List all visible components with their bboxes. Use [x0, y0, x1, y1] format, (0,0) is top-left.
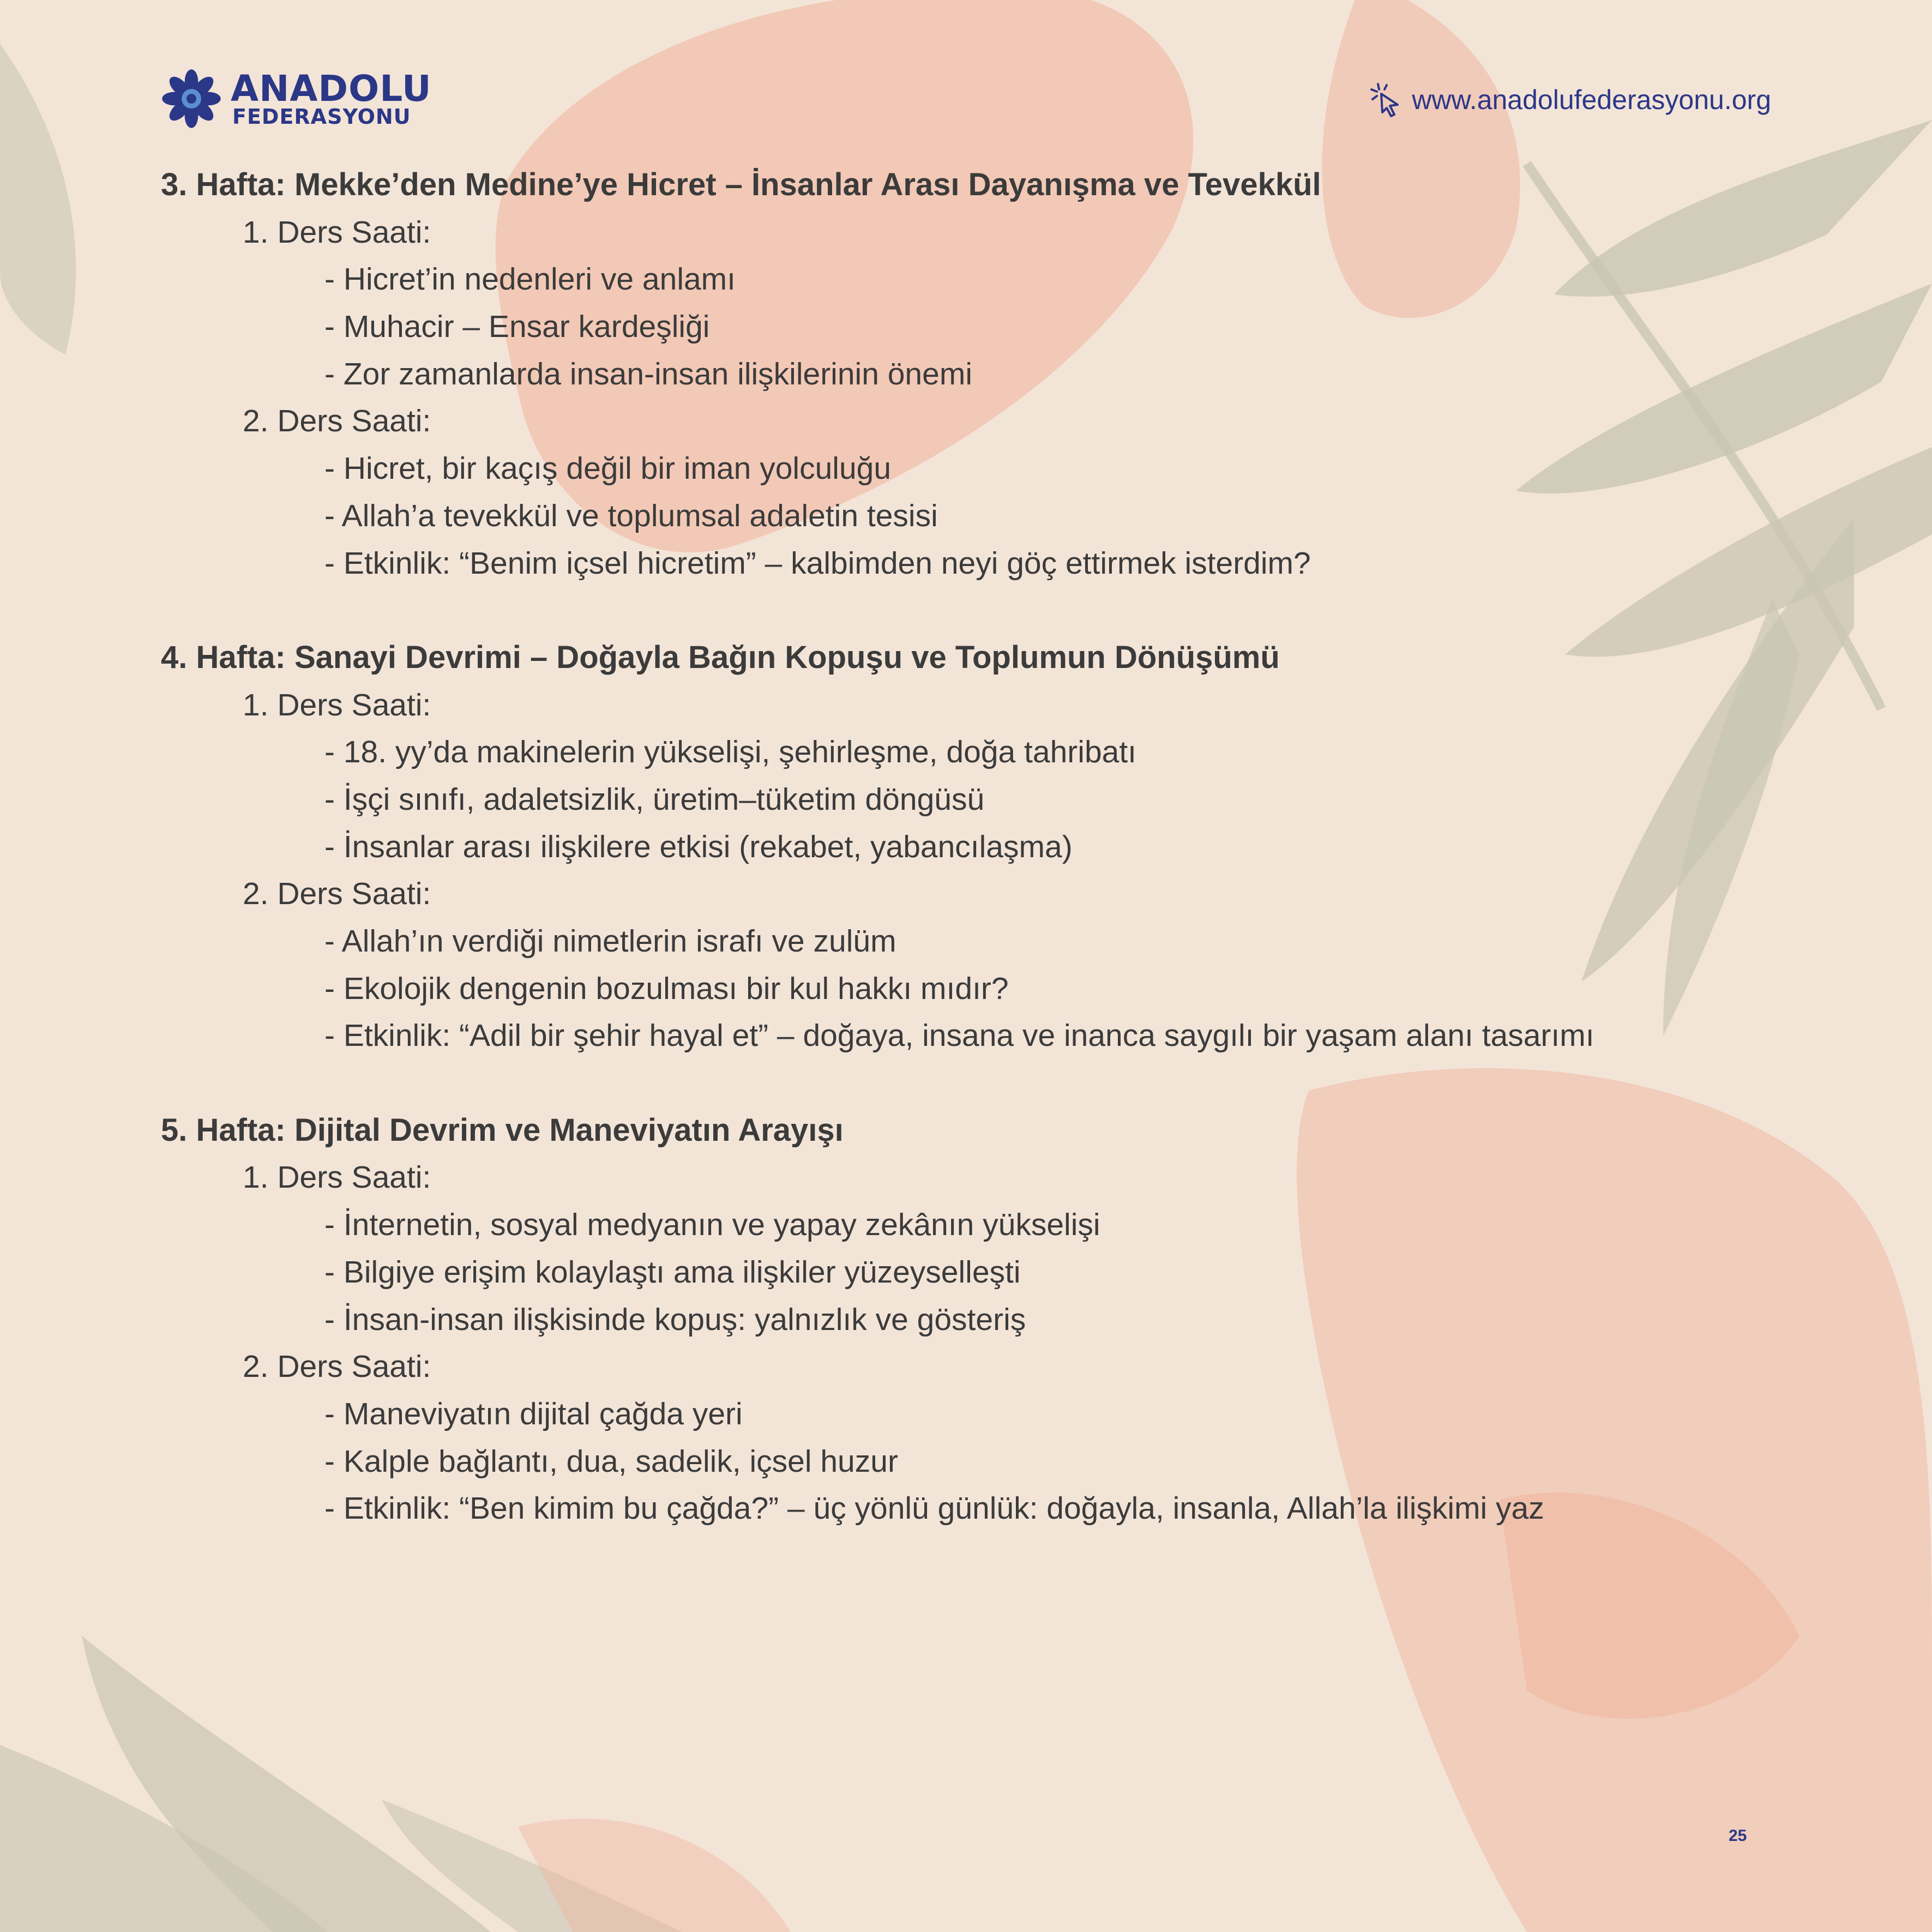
list-item: - Allah’a tevekkül ve toplumsal adaletin tesisi: [324, 498, 938, 533]
session-label: 1. Ders Saati:: [243, 1160, 431, 1195]
list-item: - Kalple bağlantı, dua, sadelik, içsel huzur: [324, 1443, 898, 1479]
list-item: - İnternetin, sosyal medyanın ve yapay zekânın yükselişi: [324, 1207, 1100, 1243]
session-label: 2. Ders Saati:: [243, 1349, 431, 1385]
session-label: 2. Ders Saati:: [243, 876, 431, 912]
list-item: - İnsan-insan ilişkisinde kopuş: yalnızlık ve gösteriş: [324, 1302, 1026, 1337]
flower-emblem-icon: [161, 68, 222, 129]
logo-title: ANADOLU: [231, 68, 432, 110]
list-item: - Ekolojik dengenin bozulması bir kul hakkı mıdır?: [324, 971, 1009, 1006]
list-item: - Maneviyatın dijital çağda yeri: [324, 1396, 743, 1431]
week-title: 3. Hafta: Mekke’den Medine’ye Hicret – İnsanlar Arası Dayanışma ve Tevekkül: [161, 167, 1321, 202]
week-title: 5. Hafta: Dijital Devrim ve Maneviyatın Arayışı: [161, 1112, 844, 1148]
list-item: - Etkinlik: “Benim içsel hicretim” – kalbimden neyi göç ettirmek isterdim?: [324, 545, 1311, 581]
website-url: www.anadolufederasyonu.org: [1412, 85, 1771, 115]
list-item: - Etkinlik: “Adil bir şehir hayal et” – doğaya, insana ve inanca saygılı bir yaşam alanı tasarımı: [324, 1018, 1594, 1054]
list-item: - Hicret’in nedenleri ve anlamı: [324, 262, 736, 297]
list-item: - İşçi sınıfı, adaletsizlik, üretim–tüketim döngüsü: [324, 781, 985, 817]
list-item: - Etkinlik: “Ben kimim bu çağda?” – üç yönlü günlük: doğayla, insanla, Allah’la ilişkimi yaz: [324, 1491, 1544, 1526]
list-item: - İnsanlar arası ilişkilere etkisi (rekabet, yabancılaşma): [324, 829, 1073, 864]
list-item: - Hicret, bir kaçış değil bir iman yolculuğu: [324, 451, 892, 486]
logo-subtitle: FEDERASYONU: [232, 105, 411, 129]
list-item: - Muhacir – Ensar kardeşliği: [324, 309, 710, 345]
list-item: - Allah’ın verdiği nimetlerin israfı ve zulüm: [324, 924, 896, 959]
week-5: [161, 1107, 1742, 1532]
cursor-click-icon: [1370, 82, 1403, 118]
list-item: - 18. yy’da makinelerin yükselişi, şehirleşme, doğa tahribatı: [324, 735, 1137, 770]
leaf-green-left: [0, 44, 76, 354]
week-3: [161, 161, 1742, 587]
session-label: 2. Ders Saati:: [243, 404, 431, 439]
logo[interactable]: [161, 68, 432, 134]
week-title: 4. Hafta: Sanayi Devrimi – Doğayla Bağın Kopuşu ve Toplumun Dönüşümü: [161, 639, 1280, 675]
session-label: 1. Ders Saati:: [243, 214, 431, 250]
week-4: [161, 634, 1742, 1060]
website-link[interactable]: [1370, 81, 1771, 119]
list-item: - Bilgiye erişim kolaylaştı ama ilişkiler yüzeyselleşti: [324, 1254, 1021, 1290]
list-item: - Zor zamanlarda insan-insan ilişkilerinin önemi: [324, 356, 972, 392]
session-label: 1. Ders Saati:: [243, 687, 431, 723]
page-number: 25: [1729, 1827, 1747, 1845]
syllabus-content: [161, 161, 1742, 1580]
